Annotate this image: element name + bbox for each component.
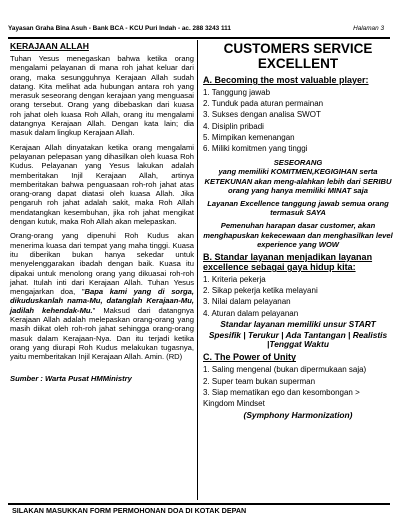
article-title: KERAJAAN ALLAH — [10, 41, 89, 51]
quote-commitment-head: SESEORANG — [273, 158, 323, 168]
list-a-item: 1. Tanggung jawab — [203, 88, 271, 97]
column-divider — [197, 40, 198, 500]
article-paragraph-2: Kerajaan Allah dinyatakan ketika orang mengalami pelayanan pelepasan yang dihasilkan oleh kuasa Roh Kudus. Pelayanan yang Yesus lakukan adalah memberitakan Injil Kerajaan Allah, artinya memberitakan bahwa penguasaan roh-roh jahat atas orang-orang dapat diatasi oleh kuasa Allah. Jika pengaruh roh jahat adalah sakit, maka Roh Allah mendatangkan kesembuhan, jika roh jahat mengikat dengan kutuk, maka Roh Allah akan melepaskan. — [10, 142, 194, 227]
list-b — [203, 274, 393, 319]
right-column — [203, 41, 393, 420]
list-b-item: 1. Kriteria pekerja — [203, 275, 266, 285]
page-number: Halaman 3 — [353, 25, 384, 32]
article-paragraph-1: Tuhan Yesus menegaskan bahwa ketika orang mengalami pelayanan di mana roh jahat keluar dari orang, maka sesungguhnya Kerajaan Allah sudah datang. Kita melihat ada hubungan antara roh yang merasuk seseorang dengan kerajaan yang menguasai orang tersebut. Orang yang dibebaskan dari kuasa roh jahat oleh kuasa Roh Allah, orang itu mengalami datangnya Kerajaan Allah. Dengan kata lain; dia masuk dalam lingkup Kerajaan Allah. — [10, 54, 194, 138]
footer-notice: SILAKAN MASUKKAN FORM PERMOHONAN DOA DI KOTAK DEPAN — [12, 506, 247, 515]
paragraph-3-end: " Maksud dari datangnya Kerajaan Allah adalah melepaskan orang-orang yang masih diikat oleh roh-roh jahat sehingga orang-orang masuk dalam Kerajaan-Nya. Dan itu terjadi ketika orang yang diurapi Roh Kudus melakukan tugasnya, yaitu memberitakan Injil Kerajaan Allah. Amin. (RD) — [10, 305, 194, 362]
section-title — [203, 41, 393, 71]
list-c — [203, 364, 393, 409]
heading-a: A. Becoming the most valuable player: — [203, 75, 369, 85]
start-keywords: Spesifik | Terukur | Ada Tantangan | Realistis |Tenggat Waktu — [208, 330, 388, 350]
list-a-item: 5. Mimpikan kemenangan — [203, 132, 295, 142]
left-column — [10, 41, 194, 383]
title-line-2: EXCELLENT — [257, 56, 339, 71]
list-c-item: 1. Saling mengenal (bukan dipermukaan saja) — [203, 365, 367, 375]
list-a-item: 3. Sukses dengan analisa SWOT — [203, 110, 321, 120]
list-a-item: 2. Tunduk pada aturan permainan — [203, 99, 324, 109]
heading-b: B. Standar layanan menjadikan layanan excellence sebagai gaya hidup kita: — [203, 252, 373, 273]
list-b-item: 2. Sikap pekerja ketika melayani — [203, 286, 318, 296]
list-a — [203, 87, 393, 154]
footer-rule — [8, 503, 390, 505]
list-b-item: 3. Nilai dalam pelayanan — [203, 297, 291, 307]
article-source: Sumber : Warta Pusat HMMinistry — [10, 373, 132, 383]
quote-commitment — [203, 158, 393, 195]
prayer-quote: Bapa kami yang di sorga, dikuduskanlah nama-Mu, datanglah Kerajaan-Mu, jadilah kehendak-Mu. — [10, 287, 194, 315]
header-bar — [8, 22, 388, 36]
header-rule — [8, 37, 390, 39]
header-org: Yayasan Graha Bina Asuh - Bank BCA - KCU Puri Indah - ac. 288 3243 111 — [8, 25, 231, 32]
list-a-item: 4. Disiplin pribadi — [203, 121, 264, 131]
list-c-item: 3. Siap mematikan ego dan kesombongan > Kingdom Mindset — [203, 387, 360, 409]
quote-commitment-text: yang memiliki KOMITMEN,KEGIGIHAN serta KETEKUNAN akan meng-alahkan lebih dari SERIBU orang yang hanya memiliki MINAT saja — [204, 167, 392, 195]
title-line-1: CUSTOMERS SERVICE — [223, 41, 373, 56]
list-a-item: 6. Miliki komitmen yang tinggi — [203, 144, 308, 154]
heading-c: C. The Power of Unity — [203, 352, 297, 363]
list-b-item: 4. Aturan dalam pelayanan — [203, 308, 299, 318]
paragraph-3-start: Orang-orang yang dipenuhi Roh Kudus akan menerima kuasa dari tempat yang maha tinggi. Kuasa itu diberikan bukan hanya sekedar untuk menyelenggarakan ibadah dengan baik. Kuasa itu dipakai untuk menolong orang yang dikuasai roh-roh jahat. Itulah inti dari Kerajaan Allah. Tuhan Yesus mengajarkan doa, " — [10, 231, 194, 297]
quote-responsibility: Layanan Excellence tanggung jawab semua orang termasuk SAYA — [207, 199, 389, 218]
standard-start: Standar layanan memiliki unsur START — [220, 318, 376, 329]
article-paragraph-3 — [10, 231, 194, 361]
quote-expectation: Pemenuhan harapan dasar customer, akan menghapuskan kekecewaan dan menghasilkan level experience yang WOW — [203, 221, 393, 249]
list-c-item: 2. Super team bukan superman — [203, 376, 316, 386]
symphony-note: (Symphony Harmonization) — [243, 410, 353, 421]
